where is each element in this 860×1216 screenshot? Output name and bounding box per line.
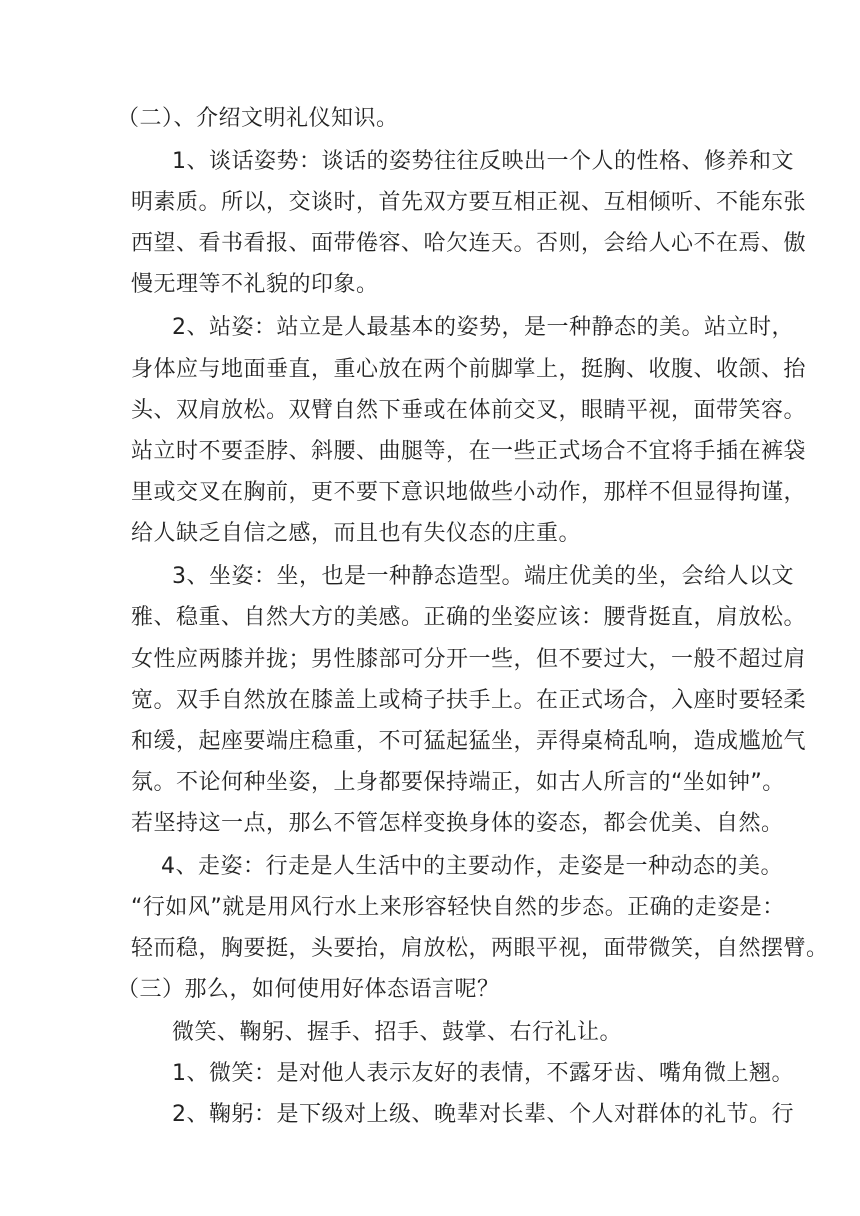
paragraph-line: 氛。不论何种坐姿，上身都要保持端正，如古人所言的“坐如钟”。 [131,770,785,795]
paragraph-line: “行如风”就是用风行水上来形容轻快自然的步态。正确的走姿是： [131,895,785,920]
paragraph-line: 4、走姿：行走是人生活中的主要动作，走姿是一种动态的美。 [161,854,783,879]
paragraph-line: 身体应与地面垂直，重心放在两个前脚掌上，挺胸、收腹、收颌、抬 [131,357,807,382]
paragraph-line: 明素质。所以，交谈时，首先双方要互相正视、互相倾听、不能东张 [131,190,807,215]
paragraph-line: 若坚持这一点，那么不管怎样变换身体的姿态，都会优美、自然。 [131,811,784,836]
paragraph-line: 慢无理等不礼貌的印象。 [131,272,379,297]
paragraph-line: 女性应两膝并拢；男性膝部可分开一些，但不要过大，一般不超过肩 [131,647,807,672]
paragraph-line: 3、坐姿：坐，也是一种静态造型。端庄优美的坐，会给人以文 [172,564,794,589]
paragraph-line: 给人缺乏自信之感，而且也有失仪态的庄重。 [131,521,582,546]
paragraph-line: 2、鞠躬：是下级对上级、晚辈对长辈、个人对群体的礼节。行 [172,1102,794,1127]
paragraph-line: 和缓，起座要端庄稳重，不可猛起猛坐，弄得桌椅乱响，造成尴尬气 [131,729,807,754]
section-heading-2: （二）、介绍文明礼仪知识。 [117,106,399,131]
paragraph-line: 1、谈话姿势：谈话的姿势往往反映出一个人的性格、修养和文 [172,149,794,174]
section-heading-3: （三）那么，如何使用好体态语言呢？ [117,977,500,1002]
paragraph-line: 雅、稳重、自然大方的美感。正确的坐姿应该：腰背挺直，肩放松。 [131,605,807,630]
paragraph-line: 1、微笑：是对他人表示友好的表情，不露牙齿、嘴角微上翘。 [172,1061,794,1086]
paragraph-line: 2、站姿：站立是人最基本的姿势，是一种静态的美。站立时， [172,315,794,340]
paragraph-line: 轻而稳，胸要挺，头要抬，肩放松，两眼平视，面带微笑，自然摆臂。 [131,936,829,961]
paragraph-line: 西望、看书看报、面带倦容、哈欠连天。否则，会给人心不在焉、傲 [131,231,807,256]
paragraph-line: 微笑、鞠躬、握手、招手、鼓掌、右行礼让。 [172,1020,623,1045]
paragraph-line: 站立时不要歪脖、斜腰、曲腿等，在一些正式场合不宜将手插在裤袋 [131,439,807,464]
paragraph-line: 里或交叉在胸前，更不要下意识地做些小动作，那样不但显得拘谨， [131,480,807,505]
paragraph-line: 宽。双手自然放在膝盖上或椅子扶手上。在正式场合，入座时要轻柔 [131,688,807,713]
paragraph-line: 头、双肩放松。双臂自然下垂或在体前交叉，眼睛平视，面带笑容。 [131,398,807,423]
